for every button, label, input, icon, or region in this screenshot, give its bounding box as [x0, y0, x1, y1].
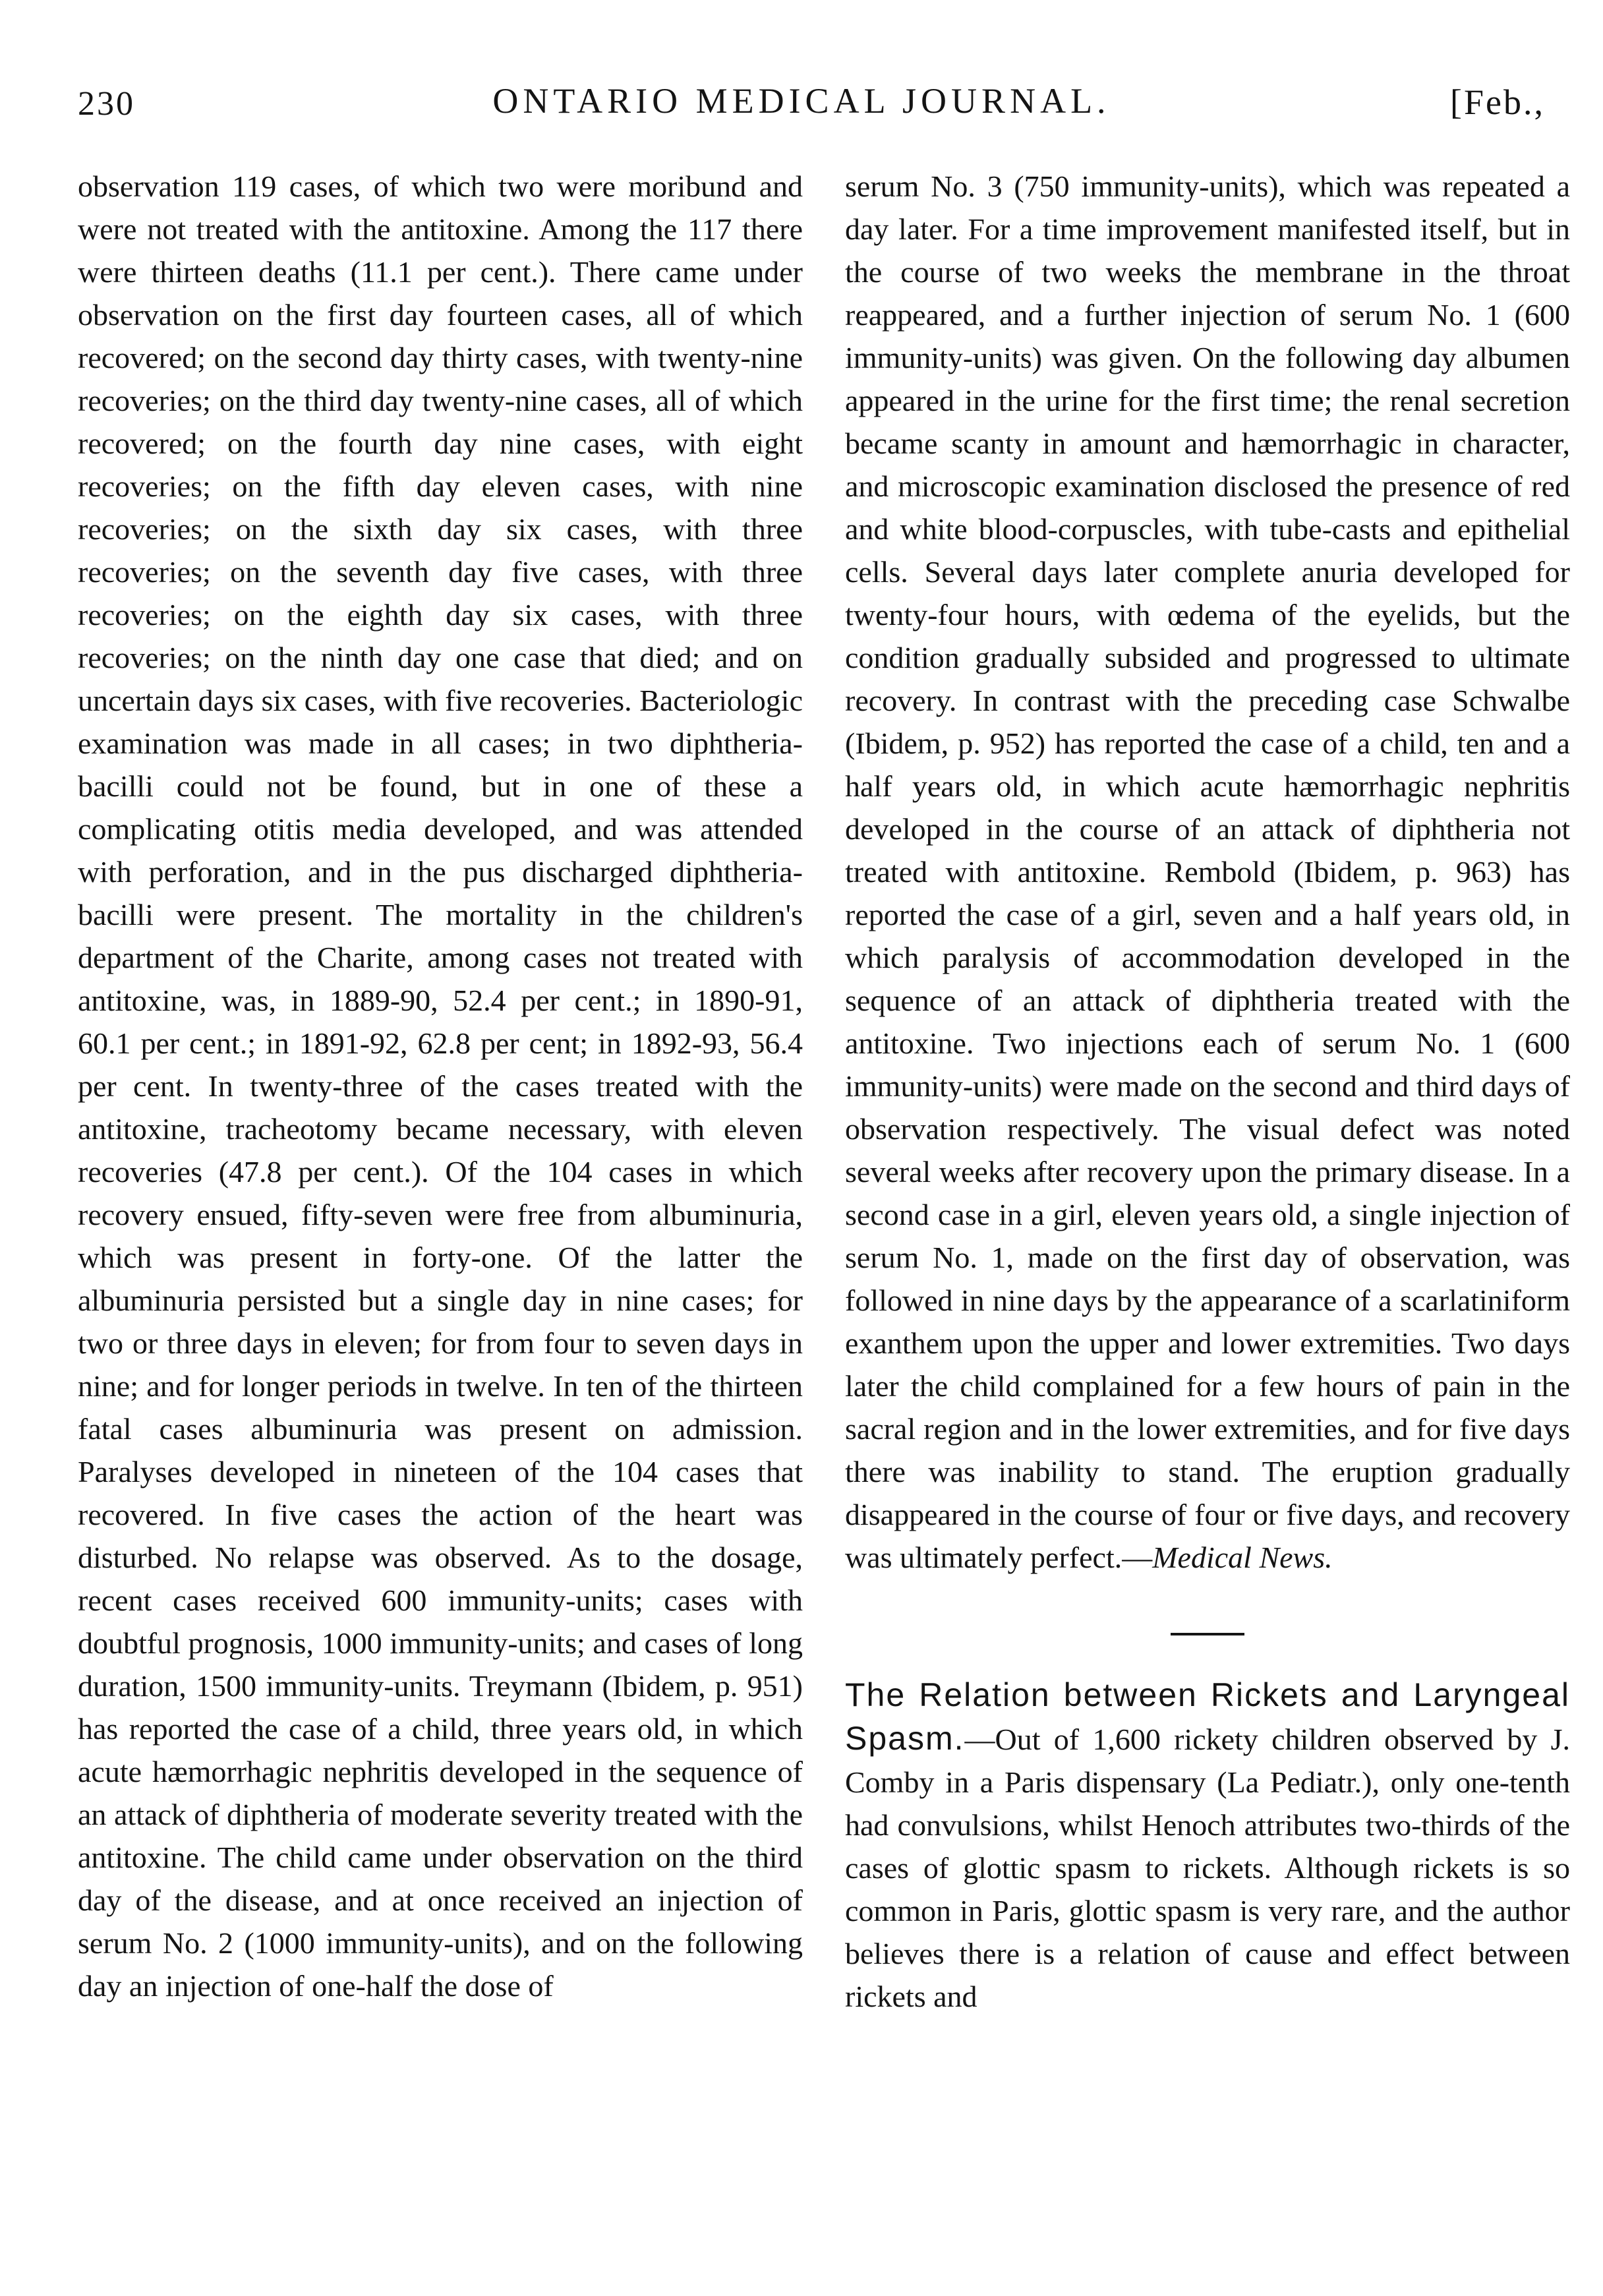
article-title: The Relation between Rickets and Laryngeal Spasm. — [845, 1676, 1570, 1757]
article-paragraph — [845, 1674, 1570, 2018]
running-title: ONTARIO MEDICAL JOURNAL. — [492, 81, 1111, 121]
left-column-text: observation 119 cases, of which two were moribund and were not treated with the antitoxine. Among the 117 there were thirteen deaths (11.1 per cent.). There came under observation on the first day fourteen cases, all of which recovered; on the second day thirty cases, with twenty-nine recoveries; on the third day twenty-nine cases, all of which recovered; on the fourth day nine cases, with eight recoveries; on the fifth day eleven cases, with nine recoveries; on the sixth day six cases, with three recoveries; on the seventh day five cases, with three recoveries; on the eighth day six cases, with three recoveries; on the ninth day one case that died; and on uncertain days six cases, with five recoveries. Bacteriologic examination was made in all cases; in two diphtheria-bacilli could not be found, but in one of these a complicating otitis media developed, and was attended with perforation, and in the pus discharged diphtheria-bacilli were present. The mortality in the children's department of the Charite, among cases not treated with antitoxine, was, in 1889-90, 52.4 per cent.; in 1890-91, 60.1 per cent.; in 1891-92, 62.8 per cent; in 1892-93, 56.4 per cent. In twenty-three of the cases treated with the antitoxine, tracheotomy became necessary, with eleven recoveries (47.8 per cent.). Of the 104 cases in which recovery ensued, fifty-seven were free from albuminuria, which was present in forty-one. Of the latter the albuminuria persisted but a single day in nine cases; for two or three days in eleven; for from four to seven days in nine; and for longer periods in twelve. In ten of the thirteen fatal cases albuminuria was present on admission. Paralyses developed in nineteen of the 104 cases that recovered. In five cases the action of the heart was disturbed. No relapse was observed. As to the dosage, recent cases received 600 immunity-units; cases with doubtful prognosis, 1000 immunity-units; and cases of long duration, 1500 immunity-units. Treymann (Ibidem, p. 951) has reported the case of a child, three years old, in which acute hæmorrhagic nephritis developed in the sequence of an attack of diphtheria of moderate severity treated with the antitoxine. The child came under observation on the third day of the disease, and at once received an injection of serum No. 2 (1000 immunity-units), and on the following day an injection of one-half the dose of — [78, 169, 803, 2003]
section-divider — [1171, 1633, 1244, 1635]
source-citation: Medical News. — [1152, 1541, 1333, 1574]
right-column-body: serum No. 3 (750 immunity-units), which was repeated a day later. For a time improvement manifested itself, but in the course of two weeks the membrane in the throat reappeared, and a further injection of serum No. 1 (600 immunity-units) was given. On the following day albumen appeared in the urine for the first time; the renal secretion became scanty in amount and hæmorrhagic in character, and microscopic examination disclosed the presence of red and white blood-corpuscles, with tube-casts and epithelial cells. Several days later complete anuria developed for twenty-four hours, with œdema of the eyelids, but the condition gradually subsided and progressed to ultimate recovery. In contrast with the preceding case Schwalbe (Ibidem, p. 952) has reported the case of a child, ten and a half years old, in which acute hæmorrhagic nephritis developed in the course of an attack of diphtheria not treated with antitoxine. Rembold (Ibidem, p. 963) has reported the case of a girl, seven and a half years old, in which paralysis of accommodation developed in the sequence of an attack of diphtheria treated with the antitoxine. Two injections each of serum No. 1 (600 immunity-units) were made on the second and third days of observation respectively. The visual defect was noted several weeks after recovery upon the primary disease. In a second case in a girl, eleven years old, a single injection of serum No. 1, made on the first day of observation, was followed in nine days by the appearance of a scarlatiniform exanthem upon the upper and lower extremities. Two days later the child complained for a few hours of pain in the sacral region and in the lower extremities, and for five days there was inability to stand. The eruption gradually disappeared in the course of four or five days, and recovery was ultimately perfect.— — [845, 169, 1570, 1574]
right-column — [845, 165, 1570, 2018]
article-text: —Out of 1,600 rickety children observed by J. Comby in a Paris dispensary (La Pediatr.), only one-tenth had convulsions, whilst Henoch attributes two-thirds of the cases of glottic spasm to rickets. Although rickets is so common in Paris, glottic spasm is very rare, and the author believes there is a relation of cause and effect between rickets and — [845, 1722, 1570, 2013]
page-header — [0, 0, 1603, 145]
left-column — [78, 165, 803, 2007]
page-number: 230 — [78, 85, 135, 123]
issue-month: [Feb., — [1450, 82, 1545, 122]
right-column-text — [845, 165, 1570, 1579]
